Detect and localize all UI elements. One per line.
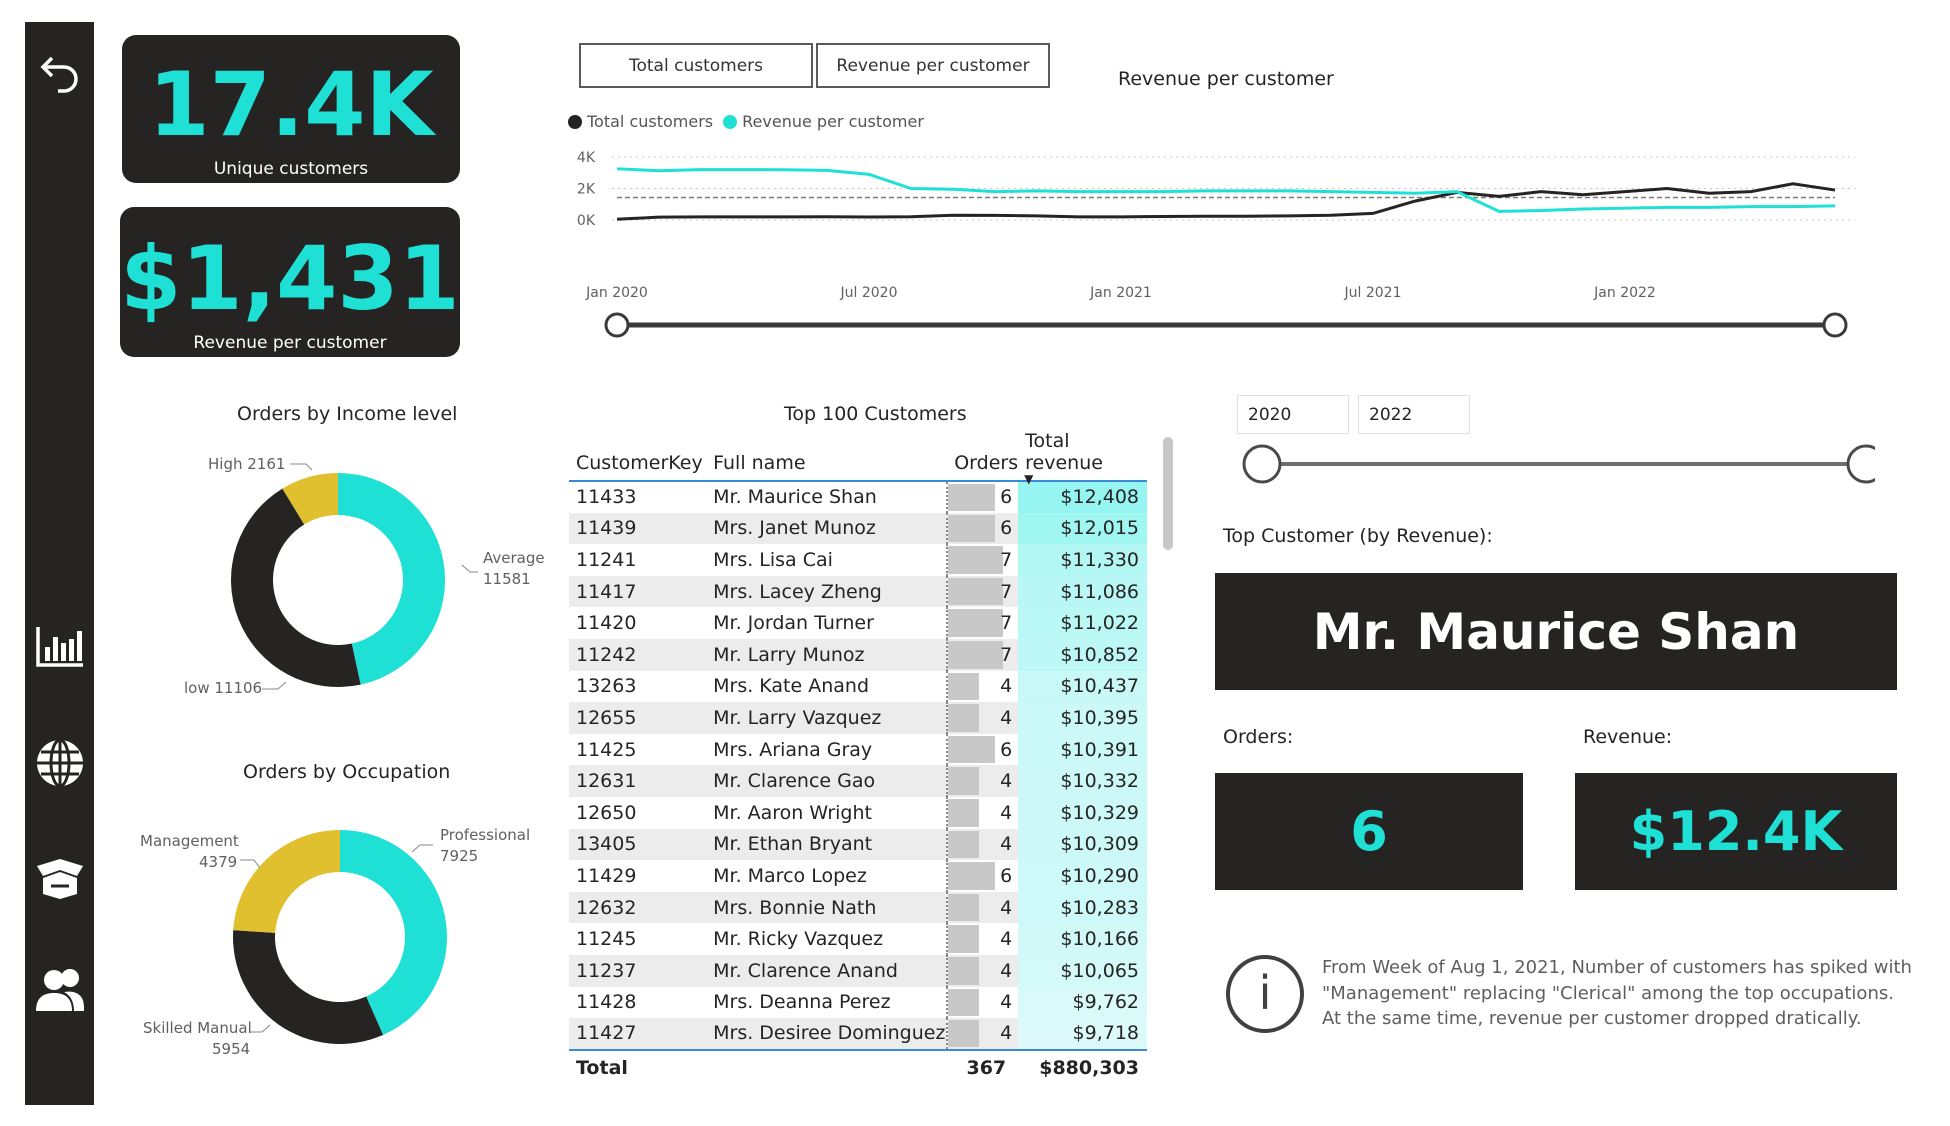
cell-orders xyxy=(947,987,1018,1019)
table-title: Top 100 Customers xyxy=(784,403,967,425)
cell-orders xyxy=(947,765,1018,797)
cell-orders xyxy=(947,544,1018,576)
back-arrow-icon[interactable] xyxy=(25,42,94,102)
cell-total-revenue: $11,022 xyxy=(1018,607,1147,639)
cell-orders xyxy=(947,481,1018,513)
cell-customerkey: 11428 xyxy=(576,991,637,1014)
cell-total-revenue: $9,718 xyxy=(1018,1018,1147,1050)
cell-orders xyxy=(947,892,1018,924)
cell-orders xyxy=(947,797,1018,829)
cell-full-name: Mrs. Deanna Perez xyxy=(713,991,891,1014)
cell-customerkey: 11429 xyxy=(576,864,637,887)
cell-full-name: Mr. Clarence Anand xyxy=(706,955,947,987)
occupation-leader-management xyxy=(240,860,260,868)
orders-value-text: 7 xyxy=(1000,580,1013,603)
cell-customerkey: 11241 xyxy=(576,548,637,571)
cell-total-revenue: $10,309 xyxy=(1018,829,1147,861)
cell-orders xyxy=(947,576,1018,608)
cell-total-revenue: $11,330 xyxy=(1018,544,1147,576)
occupation-donut-title: Orders by Occupation xyxy=(243,761,451,783)
cell-customerkey: 12631 xyxy=(569,765,706,797)
table-row[interactable] xyxy=(569,639,1147,671)
table-row[interactable] xyxy=(569,892,1147,924)
range-slider-end-handle[interactable] xyxy=(1824,314,1846,336)
top-customer-name: Mr. Maurice Shan xyxy=(1312,602,1800,661)
cell-total-revenue: $10,332 xyxy=(1018,765,1147,797)
bar-chart-icon[interactable] xyxy=(25,617,94,677)
range-slider-start-handle[interactable] xyxy=(606,314,628,336)
total-customers-button[interactable]: Total customers xyxy=(579,43,813,88)
income-label-average-value: 11581 xyxy=(483,570,531,588)
y-tick-label: 4K xyxy=(576,150,595,166)
table-row[interactable] xyxy=(569,987,1147,1019)
cell-full-name: Mrs. Kate Anand xyxy=(713,675,870,698)
table-row[interactable] xyxy=(569,544,1147,576)
table-row[interactable] xyxy=(569,765,1147,797)
table-row[interactable] xyxy=(569,1018,1147,1050)
cell-customerkey: 12655 xyxy=(569,702,706,734)
cell-orders xyxy=(947,702,1018,734)
orders-value-text: 4 xyxy=(1000,896,1013,919)
donut-slice-skilled-manual[interactable] xyxy=(233,930,383,1044)
top-customer-card xyxy=(1215,573,1897,690)
cell-full-name: Mrs. Lacey Zheng xyxy=(706,576,947,608)
cell-full-name: Mrs. Desiree Dominguez xyxy=(706,1018,947,1050)
cell-full-name: Mr. Ethan Bryant xyxy=(706,829,947,861)
kpi-unique-customers xyxy=(122,35,460,183)
top-customers-table xyxy=(569,430,1147,1086)
legend-dot-revenue xyxy=(723,115,737,129)
revenue-card xyxy=(1575,773,1897,890)
kpi-revenue-per-customer xyxy=(120,207,460,357)
kpi-unique-customers-label: Unique customers xyxy=(213,159,369,179)
cell-customerkey: 13263 xyxy=(576,675,637,698)
year-slider[interactable] xyxy=(1235,442,1875,488)
col-header-full-name[interactable]: Full name xyxy=(713,452,806,474)
income-leader-low xyxy=(262,682,286,689)
legend-dot-total-customers xyxy=(568,115,582,129)
cell-orders xyxy=(947,1018,1018,1050)
cell-total-revenue: $10,290 xyxy=(1018,860,1147,892)
legend-label-revenue: Revenue per customer xyxy=(742,112,924,131)
table-row[interactable] xyxy=(569,481,1147,513)
line-chart-legend xyxy=(568,112,924,131)
kpi-revenue-per-customer-label: Revenue per customer xyxy=(193,333,387,353)
cell-orders xyxy=(947,671,1018,703)
y-tick-label: 0K xyxy=(576,213,595,229)
total-label: Total xyxy=(569,1050,706,1086)
table-row[interactable] xyxy=(569,923,1147,955)
orders-value-text: 4 xyxy=(1000,706,1013,729)
cell-full-name: Mr. Marco Lopez xyxy=(713,864,867,887)
nav-bar xyxy=(25,22,94,1105)
occupation-donut xyxy=(130,820,550,1070)
cell-total-revenue: $10,437 xyxy=(1018,671,1147,703)
table-row[interactable] xyxy=(569,702,1147,734)
revenue-per-customer-button[interactable]: Revenue per customer xyxy=(816,43,1050,88)
col-header-customerkey[interactable]: CustomerKey xyxy=(576,452,703,474)
cell-total-revenue: $12,408 xyxy=(1018,481,1147,513)
cell-orders xyxy=(947,639,1018,671)
cell-total-revenue: $9,762 xyxy=(1018,987,1147,1019)
income-label-average: Average xyxy=(483,549,545,567)
orders-value-text: 4 xyxy=(1000,928,1013,951)
occupation-label-skilled: Skilled Manual xyxy=(143,1019,252,1037)
orders-value-text: 7 xyxy=(1000,548,1013,571)
year-end-input[interactable]: 2022 xyxy=(1358,395,1470,434)
cell-full-name: Mrs. Ariana Gray xyxy=(713,738,873,761)
total-revenue: $880,303 xyxy=(1018,1050,1147,1086)
col-header-orders[interactable]: Orders xyxy=(954,452,1019,474)
globe-icon[interactable] xyxy=(25,733,94,793)
table-row[interactable] xyxy=(569,576,1147,608)
cell-customerkey: 12650 xyxy=(576,801,637,824)
cell-total-revenue: $10,391 xyxy=(1018,734,1147,766)
orders-value-text: 4 xyxy=(1000,770,1013,793)
cell-full-name: Mr. Ricky Vazquez xyxy=(713,928,884,951)
orders-card xyxy=(1215,773,1523,890)
cell-total-revenue: $12,015 xyxy=(1018,513,1147,545)
col-header-total-revenue-label: Total revenue xyxy=(1025,430,1103,474)
cell-customerkey: 11427 xyxy=(569,1018,706,1050)
line-chart xyxy=(560,140,1860,345)
cell-total-revenue: $10,065 xyxy=(1018,955,1147,987)
cell-orders xyxy=(947,513,1018,545)
year-start-input[interactable]: 2020 xyxy=(1237,395,1349,434)
cell-customerkey: 11237 xyxy=(569,955,706,987)
cell-full-name: Mr. Aaron Wright xyxy=(713,801,872,824)
cell-customerkey: 12632 xyxy=(569,892,706,924)
occupation-leader-skilled xyxy=(250,1025,270,1032)
cell-orders xyxy=(947,860,1018,892)
series-line-total-customers xyxy=(617,184,1835,219)
kpi-revenue-per-customer-value: $1,431 xyxy=(120,227,460,330)
sort-desc-icon[interactable]: ▼ xyxy=(1024,472,1034,486)
donut-slice-management[interactable] xyxy=(233,830,340,933)
cell-total-revenue: $11,086 xyxy=(1018,576,1147,608)
orders-value-text: 4 xyxy=(1000,1022,1013,1045)
occupation-label-professional-value: 7925 xyxy=(440,847,479,865)
x-tick-label: Jan 2020 xyxy=(586,285,648,301)
cell-full-name: Mr. Larry Vazquez xyxy=(706,702,947,734)
orders-label: Orders: xyxy=(1223,726,1294,748)
table-row[interactable] xyxy=(569,671,1147,703)
cell-total-revenue: $10,329 xyxy=(1018,797,1147,829)
cell-total-revenue: $10,283 xyxy=(1018,892,1147,924)
cell-full-name: Mrs. Janet Munoz xyxy=(706,513,947,545)
cell-customerkey: 11417 xyxy=(569,576,706,608)
orders-value-text: 6 xyxy=(1000,517,1013,540)
cell-orders xyxy=(947,923,1018,955)
orders-value-text: 4 xyxy=(1000,959,1013,982)
x-tick-label: Jul 2021 xyxy=(1344,285,1402,301)
orders-value-text: 6 xyxy=(1000,486,1013,509)
table-scrollbar[interactable] xyxy=(1163,437,1173,550)
cell-full-name: Mrs. Bonnie Nath xyxy=(706,892,947,924)
occupation-label-skilled-value: 5954 xyxy=(212,1040,251,1058)
cell-customerkey: 11420 xyxy=(576,612,637,635)
occupation-label-professional: Professional xyxy=(440,826,531,844)
orders-value-text: 4 xyxy=(1000,833,1013,856)
cell-customerkey: 11425 xyxy=(576,738,637,761)
year-slider-start-handle[interactable] xyxy=(1244,446,1280,482)
info-icon xyxy=(1224,953,1306,1035)
line-chart-title: Revenue per customer xyxy=(1118,68,1334,90)
orders-value: 6 xyxy=(1350,800,1388,863)
users-icon[interactable] xyxy=(25,960,94,1020)
occupation-label-management: Management xyxy=(140,832,239,850)
revenue-value: $12.4K xyxy=(1629,800,1843,863)
cell-full-name: Mr. Clarence Gao xyxy=(706,765,947,797)
occupation-leader-professional xyxy=(412,845,433,852)
cell-full-name: Mr. Jordan Turner xyxy=(713,612,874,635)
cell-customerkey: 13405 xyxy=(569,829,706,861)
orders-value-text: 6 xyxy=(1000,864,1013,887)
total-orders: 367 xyxy=(947,1050,1018,1086)
cell-total-revenue: $10,852 xyxy=(1018,639,1147,671)
table-row[interactable] xyxy=(569,829,1147,861)
x-tick-label: Jan 2021 xyxy=(1090,285,1152,301)
cell-orders xyxy=(947,607,1018,639)
box-icon[interactable] xyxy=(25,848,94,908)
income-label-low: low 11106 xyxy=(184,679,263,697)
income-donut xyxy=(160,440,560,710)
income-leader-average xyxy=(462,565,478,572)
cell-customerkey: 11242 xyxy=(569,639,706,671)
orders-value-text: 6 xyxy=(1000,738,1013,761)
cell-orders xyxy=(947,734,1018,766)
y-tick-label: 2K xyxy=(576,181,595,198)
total-spacer xyxy=(706,1050,947,1086)
kpi-unique-customers-value: 17.4K xyxy=(148,53,434,156)
occupation-label-management-value: 4379 xyxy=(199,853,238,871)
table-row[interactable] xyxy=(569,860,1147,892)
x-tick-label: Jan 2022 xyxy=(1594,285,1656,301)
top-customer-label: Top Customer (by Revenue): xyxy=(1223,525,1493,547)
table-row[interactable] xyxy=(569,607,1147,639)
orders-value-text: 4 xyxy=(1000,675,1013,698)
table-total-row xyxy=(569,1050,1147,1086)
orders-value-text: 4 xyxy=(1000,801,1013,824)
orders-value-text: 7 xyxy=(1000,612,1013,635)
orders-value-text: 7 xyxy=(1000,643,1013,666)
cell-customerkey: 11245 xyxy=(576,928,637,951)
cell-total-revenue: $10,166 xyxy=(1018,923,1147,955)
table-row[interactable] xyxy=(569,734,1147,766)
cell-total-revenue: $10,395 xyxy=(1018,702,1147,734)
cell-full-name: Mr. Larry Munoz xyxy=(706,639,947,671)
income-donut-title: Orders by Income level xyxy=(237,403,458,425)
table-row[interactable] xyxy=(569,955,1147,987)
cell-full-name: Mrs. Lisa Cai xyxy=(713,548,833,571)
donut-slice-average[interactable] xyxy=(338,473,445,685)
info-icon-glyph: i xyxy=(1258,966,1272,1020)
legend-label-total-customers: Total customers xyxy=(587,112,714,131)
cell-customerkey: 11433 xyxy=(576,486,637,509)
orders-value-text: 4 xyxy=(1000,991,1013,1014)
table-row[interactable] xyxy=(569,797,1147,829)
col-header-total-revenue[interactable] xyxy=(1018,430,1147,486)
year-slider-end-handle[interactable] xyxy=(1848,446,1875,482)
table-row[interactable] xyxy=(569,513,1147,545)
x-tick-label: Jul 2020 xyxy=(840,285,898,301)
insight-text: From Week of Aug 1, 2021, Number of customers has spiked with "Management" replacing "Clerical" among the top occupations. At the same time, revenue per customer dropped dratically. xyxy=(1322,957,1912,1029)
cell-customerkey: 11439 xyxy=(569,513,706,545)
income-label-high: High 2161 xyxy=(208,455,286,473)
cell-full-name: Mr. Maurice Shan xyxy=(713,486,877,509)
cell-orders xyxy=(947,829,1018,861)
donut-slice-low[interactable] xyxy=(231,489,361,687)
income-leader-high xyxy=(290,464,312,470)
revenue-label: Revenue: xyxy=(1583,726,1673,748)
cell-orders xyxy=(947,955,1018,987)
